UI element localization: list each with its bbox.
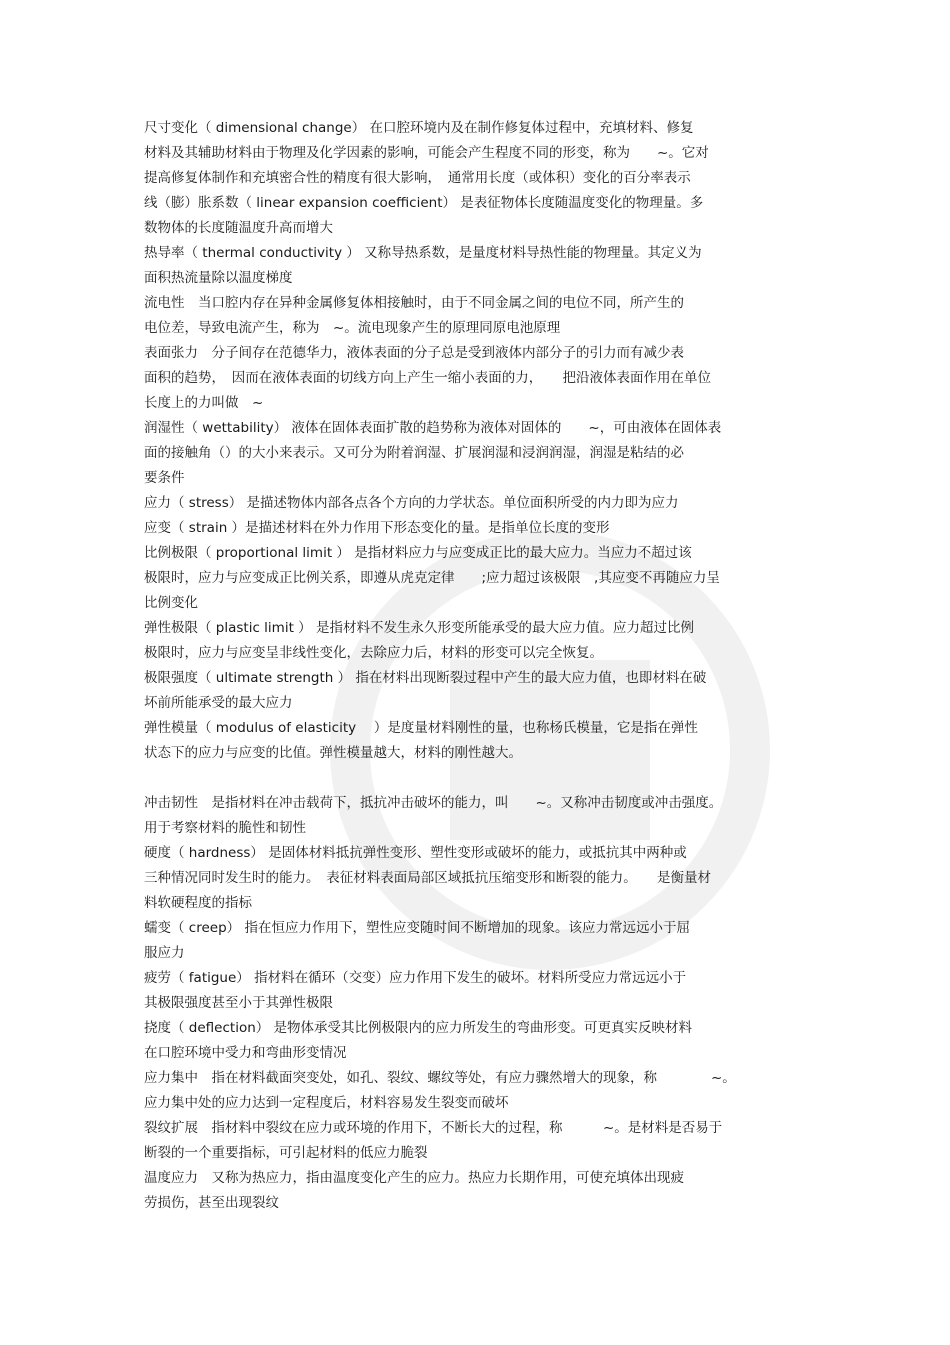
- term-entry-ultimate-strength: [144, 666, 814, 716]
- term-definition-line: 极限时，应力与应变成正比例关系，即遵从虎克定律 ;应力超过该极限 ,其应变不再随应力呈: [144, 570, 720, 586]
- term-definition-first-line: 应力（ stress） 是描述物体内部各点各个方向的力学状态。单位面积所受的内力即为应力: [144, 495, 679, 511]
- blank-line: [144, 766, 814, 791]
- term-definition-line: 坏前所能承受的最大应力: [144, 695, 293, 711]
- term-definition-first-line: 表面张力 分子间存在范德华力，液体表面的分子总是受到液体内部分子的引力而有减少表: [144, 345, 684, 361]
- term-definition-line: 面的接触角（）的大小来表示。又可分为附着润湿、扩展润湿和浸润润湿，润湿是粘结的必: [144, 445, 684, 461]
- term-definition-line: 长度上的力叫做 ~: [144, 395, 264, 411]
- term-entry-strain: [144, 516, 814, 541]
- term-entry-deflection: [144, 1016, 814, 1066]
- term-definition-line: 劳损伤，甚至出现裂纹: [144, 1195, 279, 1211]
- term-definition-first-line: 挠度（ deflection） 是物体承受其比例极限内的应力所发生的弯曲形变。可更真实反映材料: [144, 1020, 693, 1036]
- term-entry-dimensional-change: [144, 116, 814, 191]
- term-definition-first-line: 蠕变（ creep） 指在恒应力作用下，塑性应变随时间不断增加的现象。该应力常远远小于屈: [144, 920, 690, 936]
- term-definition-first-line: 弹性模量（ modulus of elasticity ）是度量材料刚性的量，也称杨氏模量，它是指在弹性: [144, 720, 698, 736]
- term-definition-first-line: 疲劳（ fatigue） 指材料在循环（交变）应力作用下发生的破坏。材料所受应力常远远小于: [144, 970, 687, 986]
- term-entry-fatigue: [144, 966, 814, 1016]
- term-entry-thermal-stress: [144, 1166, 814, 1216]
- term-definition-line: 极限时，应力与应变呈非线性变化，去除应力后，材料的形变可以完全恢复。: [144, 645, 603, 661]
- term-definition-line: 用于考察材料的脆性和韧性: [144, 820, 306, 836]
- term-entry-hardness: [144, 841, 814, 916]
- term-definition-first-line: 温度应力 又称为热应力，指由温度变化产生的应力。热应力长期作用，可使充填体出现疲: [144, 1170, 684, 1186]
- term-definition-line: 材料及其辅助材料由于物理及化学因素的影响，可能会产生程度不同的形变，称为 ~。它对: [144, 145, 709, 161]
- term-definition-first-line: 线（膨）胀系数（ linear expansion coefficient） 是表征物体长度随温度变化的物理量。多: [144, 195, 704, 211]
- term-entry-wettability: [144, 416, 814, 491]
- term-definition-line: 电位差，导致电流产生，称为 ~。流电现象产生的原理同原电池原理: [144, 320, 561, 336]
- term-entry-galvanism: [144, 291, 814, 341]
- term-definition-line: 比例变化: [144, 595, 198, 611]
- term-entry-surface-tension: [144, 341, 814, 416]
- term-definition-line: 应力集中处的应力达到一定程度后，材料容易发生裂变而破坏: [144, 1095, 509, 1111]
- term-entry-linear-expansion-coefficient: [144, 191, 814, 241]
- term-entry-thermal-conductivity: [144, 241, 814, 291]
- term-definition-first-line: 弹性极限（ plastic limit ） 是指材料不发生永久形变所能承受的最大应力值。应力超过比例: [144, 620, 694, 636]
- term-definition-first-line: 尺寸变化（ dimensional change） 在口腔环境内及在制作修复体过程中，充填材料、修复: [144, 120, 694, 136]
- term-definition-line: 面积热流量除以温度梯度: [144, 270, 293, 286]
- term-entry-modulus-of-elasticity: [144, 716, 814, 766]
- term-definition-line: 数物体的长度随温度升高而增大: [144, 220, 333, 236]
- term-definition-first-line: 硬度（ hardness） 是固体材料抵抗弹性变形、塑性变形或破坏的能力，或抵抗其中两种或: [144, 845, 687, 861]
- term-entry-creep: [144, 916, 814, 966]
- term-definition-line: 料软硬程度的指标: [144, 895, 252, 911]
- term-definition-first-line: 冲击韧性 是指材料在冲击载荷下，抵抗冲击破坏的能力，叫 ~。又称冲击韧度或冲击强度。: [144, 795, 723, 811]
- term-definition-line: 面积的趋势， 因而在液体表面的切线方向上产生一缩小表面的力， 把沿液体表面作用在单位: [144, 370, 711, 386]
- term-definition-first-line: 热导率（ thermal conductivity ） 又称导热系数，是量度材料导热性能的物理量。其定义为: [144, 245, 702, 261]
- term-entry-stress: [144, 491, 814, 516]
- term-definition-line: 断裂的一个重要指标，可引起材料的低应力脆裂: [144, 1145, 428, 1161]
- term-definition-line: 在口腔环境中受力和弯曲形变情况: [144, 1045, 347, 1061]
- term-definition-first-line: 极限强度（ ultimate strength ） 指在材料出现断裂过程中产生的最大应力值，也即材料在破: [144, 670, 707, 686]
- term-entry-plastic-limit: [144, 616, 814, 666]
- term-definition-first-line: 应力集中 指在材料截面突变处，如孔、裂纹、螺纹等处，有应力骤然增大的现象，称 ~。: [144, 1070, 736, 1086]
- glossary-content: [144, 116, 814, 1216]
- term-definition-first-line: 比例极限（ proportional limit ） 是指材料应力与应变成正比的最大应力。当应力不超过该: [144, 545, 692, 561]
- term-definition-first-line: 应变（ strain ）是描述材料在外力作用下形态变化的量。是指单位长度的变形: [144, 520, 610, 536]
- term-definition-line: 要条件: [144, 470, 185, 486]
- term-definition-line: 三种情况同时发生时的能力。 表征材料表面局部区域抵抗压缩变形和断裂的能力。 是衡量材: [144, 870, 711, 886]
- term-definition-line: 提高修复体制作和充填密合性的精度有很大影响， 通常用长度（或体积）变化的百分率表示: [144, 170, 691, 186]
- term-definition-first-line: 润湿性（ wettability） 液体在固体表面扩散的趋势称为液体对固体的 ~，可由液体在固体表: [144, 420, 722, 436]
- term-definition-line: 服应力: [144, 945, 185, 961]
- term-definition-first-line: 流电性 当口腔内存在异种金属修复体相接触时，由于不同金属之间的电位不同，所产生的: [144, 295, 684, 311]
- term-entry-crack-propagation: [144, 1116, 814, 1166]
- term-definition-first-line: 裂纹扩展 指材料中裂纹在应力或环境的作用下，不断长大的过程，称 ~。是材料是否易于: [144, 1120, 723, 1136]
- term-entry-proportional-limit: [144, 541, 814, 616]
- term-entry-stress-concentration: [144, 1066, 814, 1116]
- term-definition-line: 状态下的应力与应变的比值。弹性模量越大，材料的刚性越大。: [144, 745, 522, 761]
- term-entry-impact-toughness: [144, 791, 814, 841]
- term-definition-line: 其极限强度甚至小于其弹性极限: [144, 995, 333, 1011]
